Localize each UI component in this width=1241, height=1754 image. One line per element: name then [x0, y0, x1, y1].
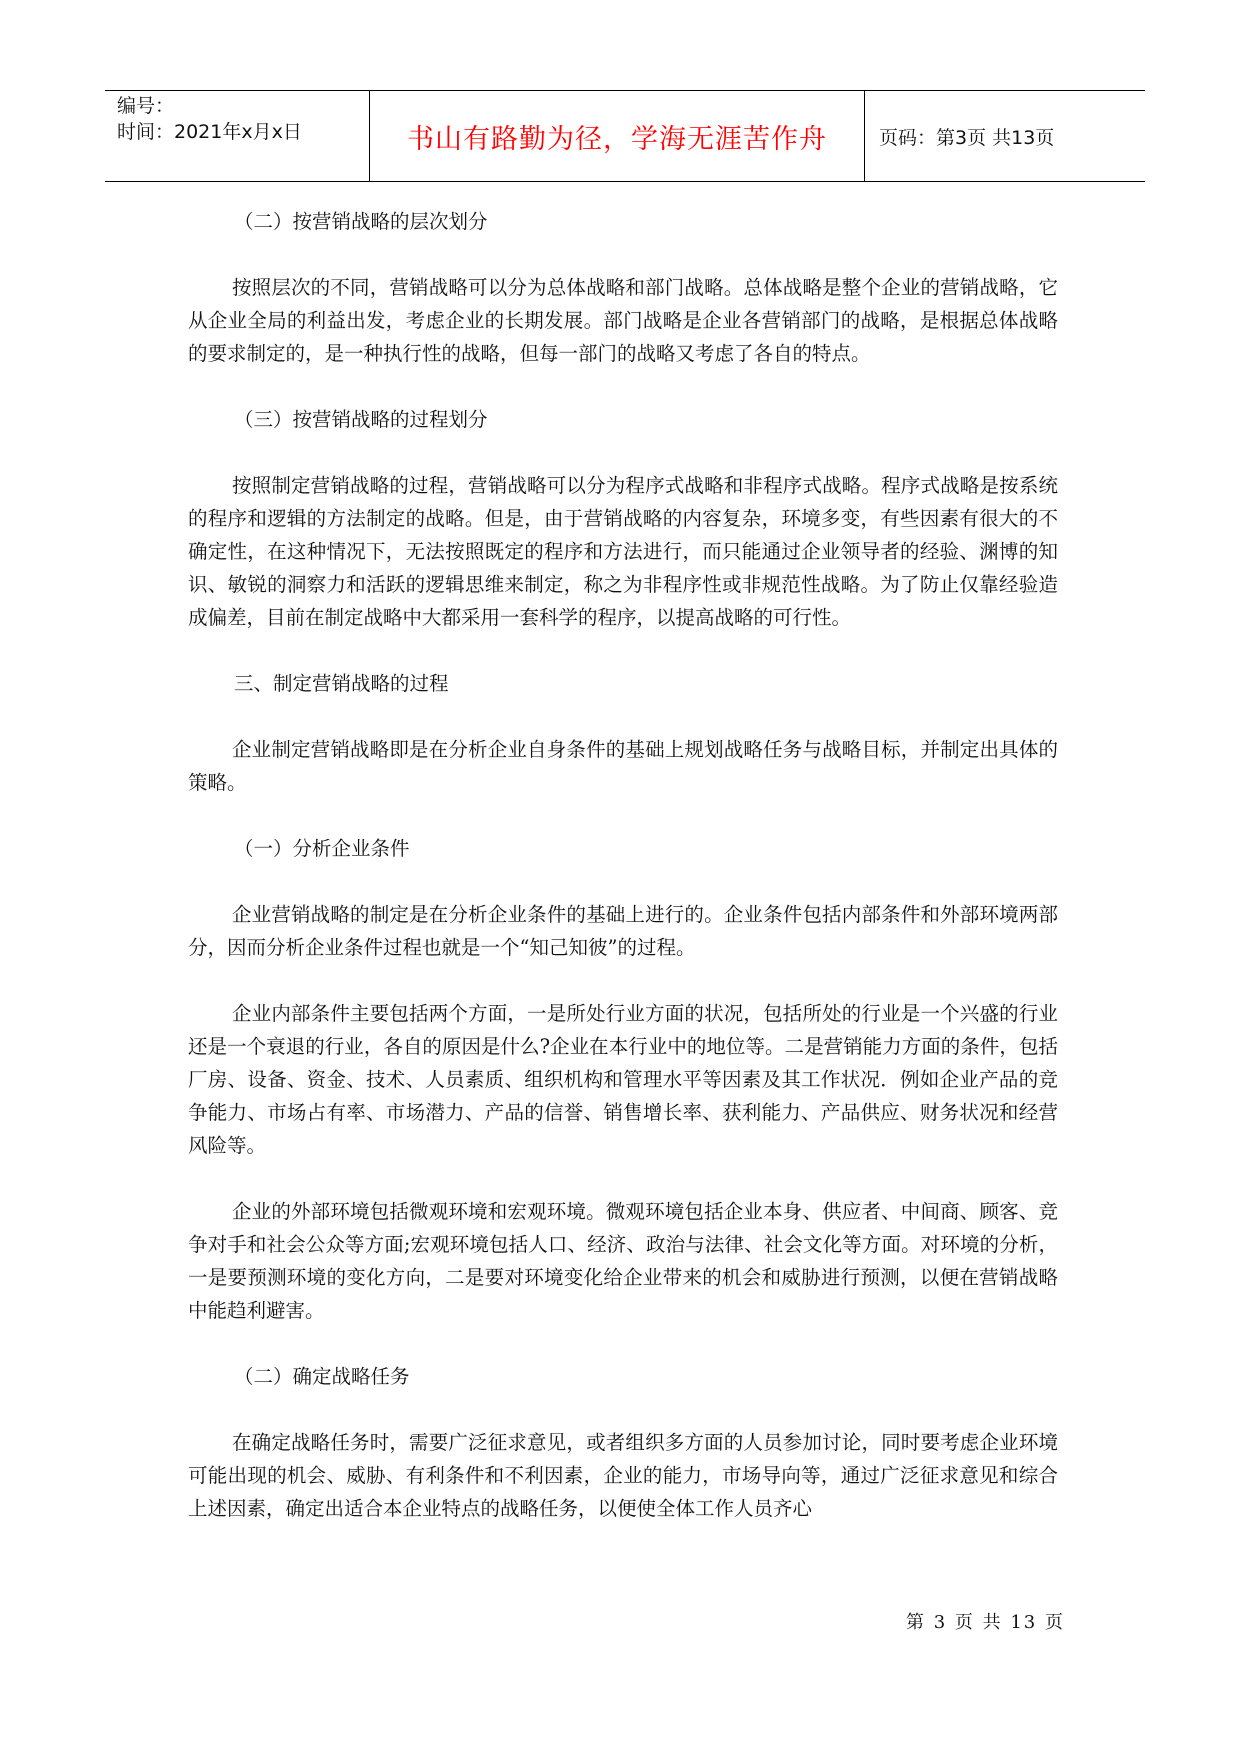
document-body — [188, 205, 1058, 1525]
section-heading: （一）分析企业条件 — [234, 837, 410, 860]
page-header — [105, 90, 1145, 182]
paragraph: 按照层次的不同，营销战略可以分为总体战略和部门战略。总体战略是整个企业的营销战略，它从企业全局的利益出发，考虑企业的长期发展。部门战略是企业各营销部门的战略，是根据总体战略的要求制定的，是一种执行性的战略，但每一部门的战略又考虑了各自的特点。 — [188, 276, 1058, 365]
paragraph: 按照制定营销战略的过程，营销战略可以分为程序式战略和非程序式战略。程序式战略是按系统的程序和逻辑的方法制定的战略。但是，由于营销战略的内容复杂，环境多变，有些因素有很大的不确定性，在这种情况下，无法按照既定的程序和方法进行，而只能通过企业领导者的经验、渊博的知识、敏锐的洞察力和活跃的逻辑思维来制定，称之为非程序性或非规范性战略。为了防止仅靠经验造成偏差，目前在制定战略中大都采用一套科学的程序，以提高战略的可行性。 — [188, 474, 1058, 629]
paragraph: 在确定战略任务时，需要广泛征求意见，或者组织多方面的人员参加讨论，同时要考虑企业环境可能出现的机会、威胁、有利条件和不利因素，企业的能力，市场导向等，通过广泛征求意见和综合上述因素，确定出适合本企业特点的战略任务，以便使全体工作人员齐心 — [188, 1431, 1058, 1520]
page-footer: 第 3 页 共 13 页 — [906, 1612, 1065, 1633]
paragraph: 企业内部条件主要包括两个方面，一是所处行业方面的状况，包括所处的行业是一个兴盛的行业还是一个衰退的行业，各自的原因是什么?企业在本行业中的地位等。二是营销能力方面的条件，包括厂房、设备、资金、技术、人员素质、组织机构和管理水平等因素及其工作状况．例如企业产品的竞争能力、市场占有率、市场潜力、产品的信誉、销售增长率、获利能力、产品供应、财务状况和经营风险等。 — [188, 1002, 1058, 1157]
document-number-label: 编号： — [117, 95, 175, 117]
section-heading: 三、制定营销战略的过程 — [234, 672, 449, 695]
header-page-number: 页码：第3页 共13页 — [879, 126, 1055, 149]
section-heading: （二）按营销战略的层次划分 — [234, 210, 488, 233]
section-heading: （三）按营销战略的过程划分 — [234, 408, 488, 431]
document-time-label: 时间：2021年x月x日 — [117, 121, 302, 143]
paragraph: 企业的外部环境包括微观环境和宏观环境。微观环境包括企业本身、供应者、中间商、顾客、竞争对手和社会公众等方面;宏观环境包括人口、经济、政治与法律、社会文化等方面。对环境的分析，一是要预测环境的变化方向，二是要对环境变化给企业带来的机会和威胁进行预测，以便在营销战略中能趋利避害。 — [188, 1200, 1058, 1322]
header-meta — [105, 91, 370, 181]
section-heading: （二）确定战略任务 — [234, 1365, 410, 1388]
paragraph: 企业制定营销战略即是在分析企业自身条件的基础上规划战略任务与战略目标，并制定出具体的策略。 — [188, 738, 1058, 794]
header-motto: 书山有路勤为径，学海无涯苦作舟 — [370, 91, 865, 181]
paragraph: 企业营销战略的制定是在分析企业条件的基础上进行的。企业条件包括内部条件和外部环境两部分，因而分析企业条件过程也就是一个“知己知彼”的过程。 — [188, 903, 1058, 959]
